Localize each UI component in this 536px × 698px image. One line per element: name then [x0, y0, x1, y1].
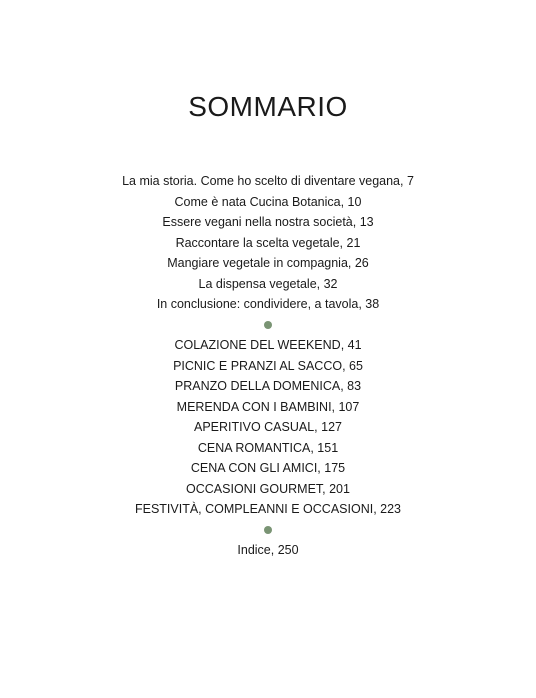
toc-list	[0, 171, 536, 561]
chapter-entry: APERITIVO CASUAL, 127	[194, 420, 342, 434]
chapter-entry: MERENDA CON I BAMBINI, 107	[176, 399, 360, 414]
chapter-entry: PRANZO DELLA DOMENICA, 83	[174, 379, 362, 393]
toc-entry: Essere vegani nella nostra società, 13	[162, 215, 374, 229]
chapter-entry: CENA CON GLI AMICI, 175	[190, 461, 346, 475]
toc-entry: La mia storia. Come ho scelto di diventare vegana, 7	[122, 174, 414, 188]
page-title: SOMMARIO	[188, 91, 348, 122]
chapter-entry: PICNIC E PRANZI AL SACCO, 65	[173, 358, 363, 373]
toc-entry: Mangiare vegetale in compagnia, 26	[167, 256, 369, 270]
section-divider	[0, 315, 536, 336]
chapter-entry: FESTIVITÀ, COMPLEANNI E OCCASIONI, 223	[134, 502, 402, 516]
chapter-entry: CENA ROMANTICA, 151	[197, 440, 339, 455]
index-entry: Indice, 250	[237, 543, 299, 557]
toc-entry: In conclusione: condividere, a tavola, 38	[156, 297, 380, 311]
chapter-entry: OCCASIONI GOURMET, 201	[186, 481, 350, 496]
toc-entry: Raccontare la scelta vegetale, 21	[175, 235, 361, 250]
section-divider	[0, 520, 536, 541]
divider-dot-icon	[264, 321, 272, 329]
chapter-entry: COLAZIONE DEL WEEKEND, 41	[174, 338, 362, 352]
toc-entry: Come è nata Cucina Botanica, 10	[174, 194, 362, 209]
divider-dot-icon	[264, 526, 272, 534]
toc-entry: La dispensa vegetale, 32	[198, 276, 338, 291]
